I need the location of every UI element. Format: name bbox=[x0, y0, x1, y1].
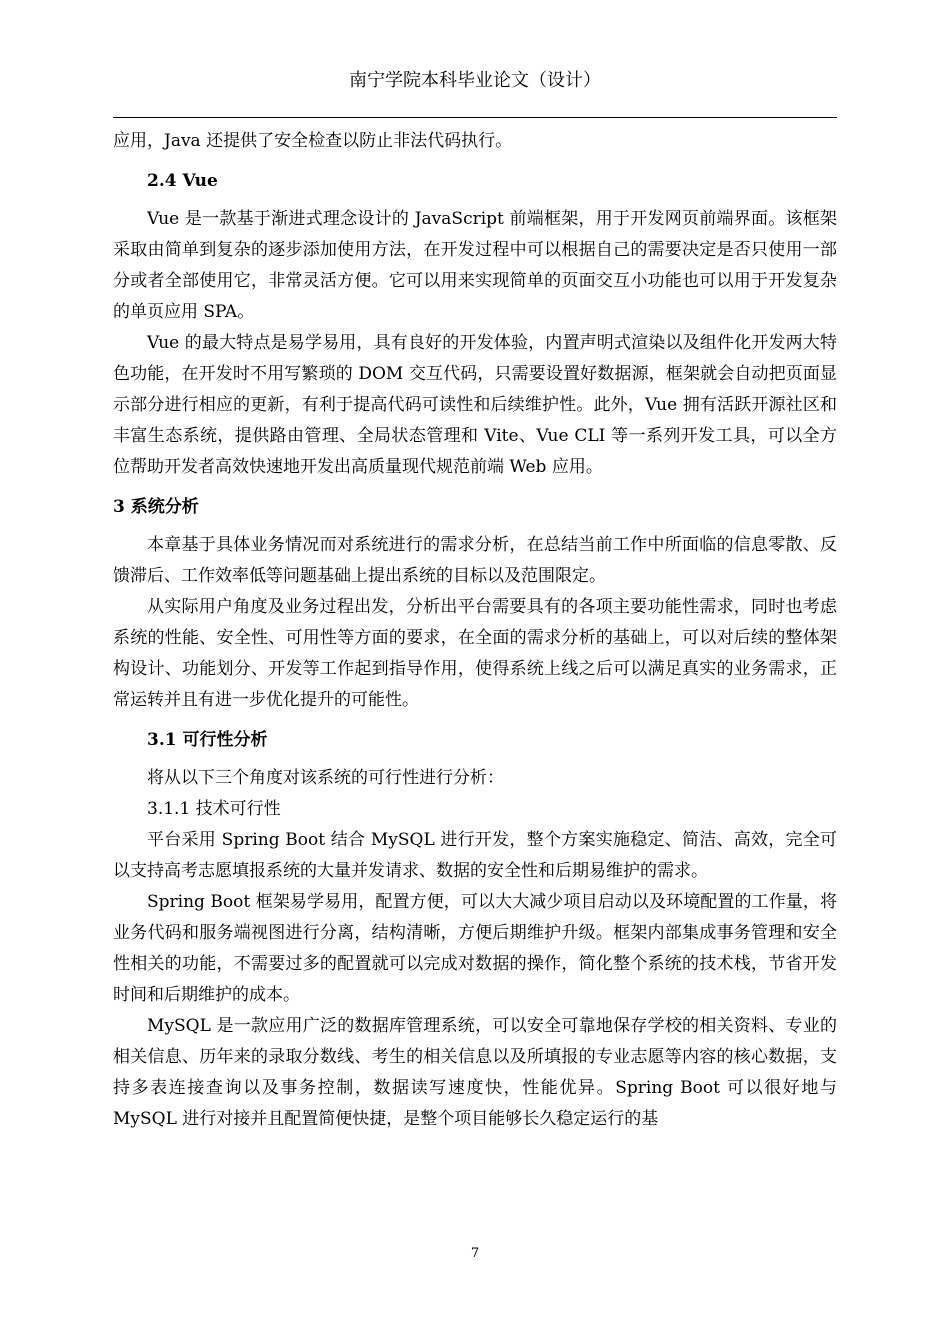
paragraph: Spring Boot 框架易学易用，配置方便，可以大大减少项目启动以及环境配置的工作量，将业务代码和服务端视图进行分离，结构清晰，方便后期维护升级。框架内部集成事务管理和安全性相关的功能，不需要过多的配置就可以完成对数据的操作，简化整个系统的技术栈，节省开发时间和后期维护的成本。 bbox=[113, 892, 837, 1005]
running-header: 南宁学院本科毕业论文（设计） bbox=[349, 70, 601, 91]
header-rule bbox=[113, 117, 837, 118]
chapter-heading-3: 3 系统分析 bbox=[113, 497, 199, 517]
subsection-heading-3-1-1: 3.1.1 技术可行性 bbox=[147, 799, 281, 819]
paragraph: Vue 是一款基于渐进式理念设计的 JavaScript 前端框架，用于开发网页前端界面。该框架采取由简单到复杂的逐步添加使用方法，在开发过程中可以根据自己的需要决定是否只使用一部分或者全部使用它，非常灵活方便。它可以用来实现简单的页面交互小功能也可以用于开发复杂的单页应用 SPA。 bbox=[113, 209, 837, 322]
paragraph: Vue 的最大特点是易学易用，具有良好的开发体验，内置声明式渲染以及组件化开发两大特色功能，在开发时不用写繁琐的 DOM 交互代码，只需要设置好数据源，框架就会自动把页面显示部分进行相应的更新，有利于提高代码可读性和后续维护性。此外，Vue 拥有活跃开源社区和丰富生态系统，提供路由管理、全局状态管理和 Vite、Vue CLI 等一系列开发工具，可以全方位帮助开发者高效快速地开发出高质量现代规范前端 Web 应用。 bbox=[113, 333, 837, 477]
section-heading-3-1: 3.1 可行性分析 bbox=[147, 730, 268, 750]
page-number: 7 bbox=[470, 1246, 480, 1261]
section-heading-2-4: 2.4 Vue bbox=[147, 171, 218, 191]
paragraph: 平台采用 Spring Boot 结合 MySQL 进行开发，整个方案实施稳定、简洁、高效，完全可以支持高考志愿填报系统的大量并发请求、数据的安全性和后期易维护的需求。 bbox=[113, 830, 837, 881]
paragraph: MySQL 是一款应用广泛的数据库管理系统，可以安全可靠地保存学校的相关资料、专业的相关信息、历年来的录取分数线、考生的相关信息以及所填报的专业志愿等内容的核心数据，支持多表连接查询以及事务控制，数据读写速度快，性能优异。Spring Boot 可以很好地与 MySQL 进行对接并且配置简便快捷，是整个项目能够长久稳定运行的基 bbox=[113, 1016, 837, 1129]
page-body bbox=[113, 126, 837, 1135]
paragraph: 将从以下三个角度对该系统的可行性进行分析： bbox=[147, 768, 504, 788]
paragraph: 从实际用户角度及业务过程出发，分析出平台需要具有的各项主要功能性需求，同时也考虑系统的性能、安全性、可用性等方面的要求，在全面的需求分析的基础上，可以对后续的整体架构设计、功能划分、开发等工作起到指导作用，使得系统上线之后可以满足真实的业务需求，正常运转并且有进一步优化提升的可能性。 bbox=[113, 597, 837, 710]
paragraph: 应用，Java 还提供了安全检查以防止非法代码执行。 bbox=[113, 131, 513, 151]
paragraph: 本章基于具体业务情况而对系统进行的需求分析，在总结当前工作中所面临的信息零散、反馈滞后、工作效率低等问题基础上提出系统的目标以及范围限定。 bbox=[113, 535, 837, 586]
